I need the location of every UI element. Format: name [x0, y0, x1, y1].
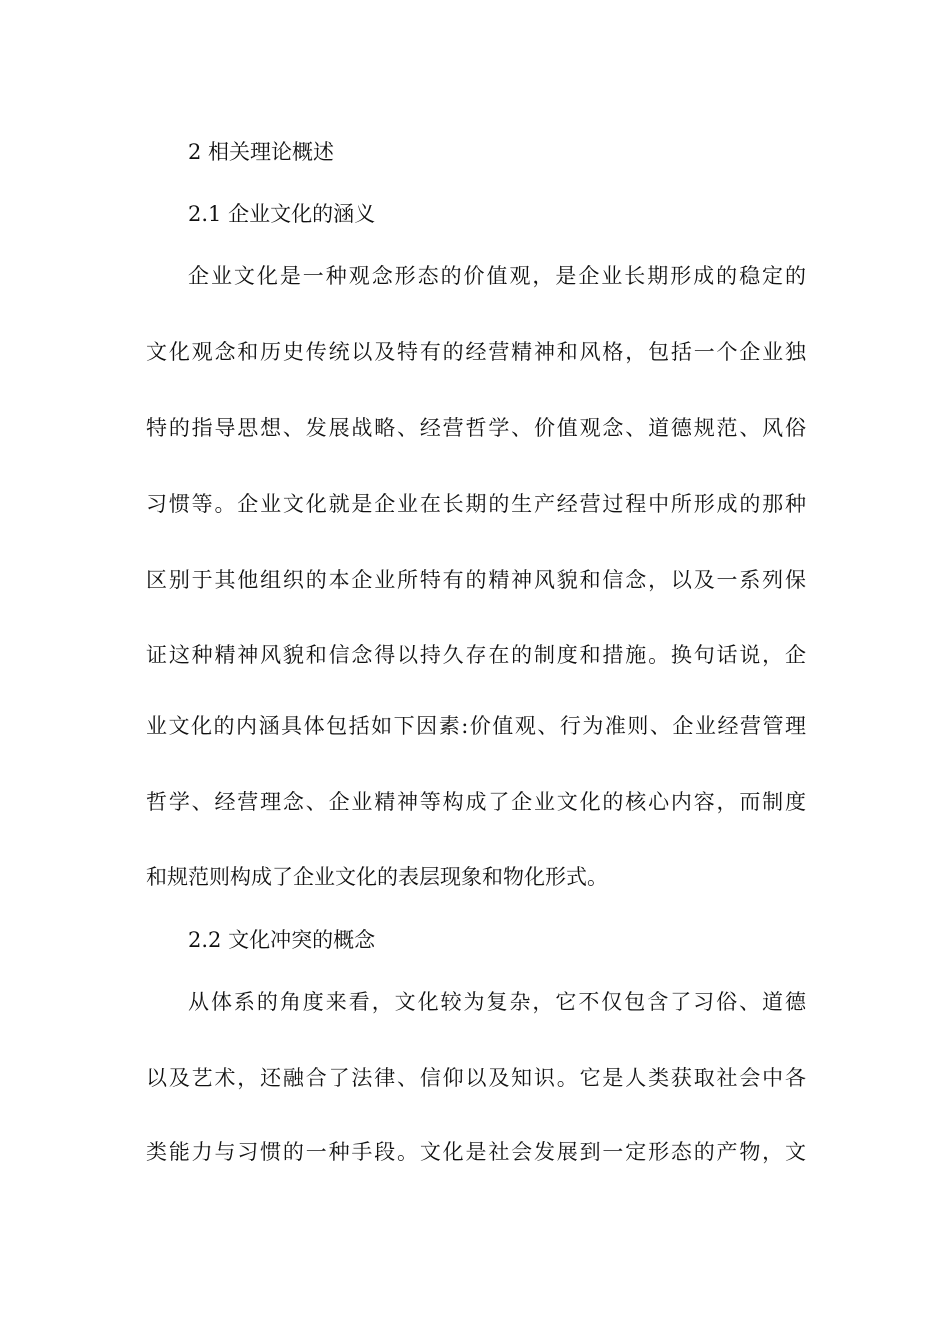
paragraph-line: 业文化的内涵具体包括如下因素:价值观、行为准则、企业经营管理: [146, 714, 806, 738]
paragraph-line: 区别于其他组织的本企业所特有的精神风貌和信念，以及一系列保: [146, 568, 806, 592]
paragraph-line: 证这种精神风貌和信念得以持久存在的制度和措施。换句话说，企: [146, 643, 806, 667]
section-heading-2-2: 2.2 文化冲突的概念: [188, 928, 376, 952]
paragraph-line: 特的指导思想、发展战略、经营哲学、价值观念、道德规范、风俗: [146, 416, 806, 440]
paragraph-line: 和规范则构成了企业文化的表层现象和物化形式。: [146, 865, 608, 889]
section-heading-2-1: 2.1 企业文化的涵义: [188, 202, 376, 226]
section-heading-2: 2 相关理论概述: [188, 140, 335, 164]
paragraph-line: 习惯等。企业文化就是企业在长期的生产经营过程中所形成的那种: [146, 492, 806, 516]
paragraph-line: 企业文化是一种观念形态的价值观，是企业长期形成的稳定的: [188, 264, 806, 288]
paragraph-line: 类能力与习惯的一种手段。文化是社会发展到一定形态的产物，文: [146, 1140, 806, 1164]
paragraph-line: 从体系的角度来看，文化较为复杂，它不仅包含了习俗、道德: [188, 990, 806, 1014]
paragraph-line: 文化观念和历史传统以及特有的经营精神和风格，包括一个企业独: [146, 340, 806, 364]
paragraph-line: 以及艺术，还融合了法律、信仰以及知识。它是人类获取社会中各: [146, 1066, 806, 1090]
paragraph-line: 哲学、经营理念、企业精神等构成了企业文化的核心内容，而制度: [146, 790, 806, 814]
